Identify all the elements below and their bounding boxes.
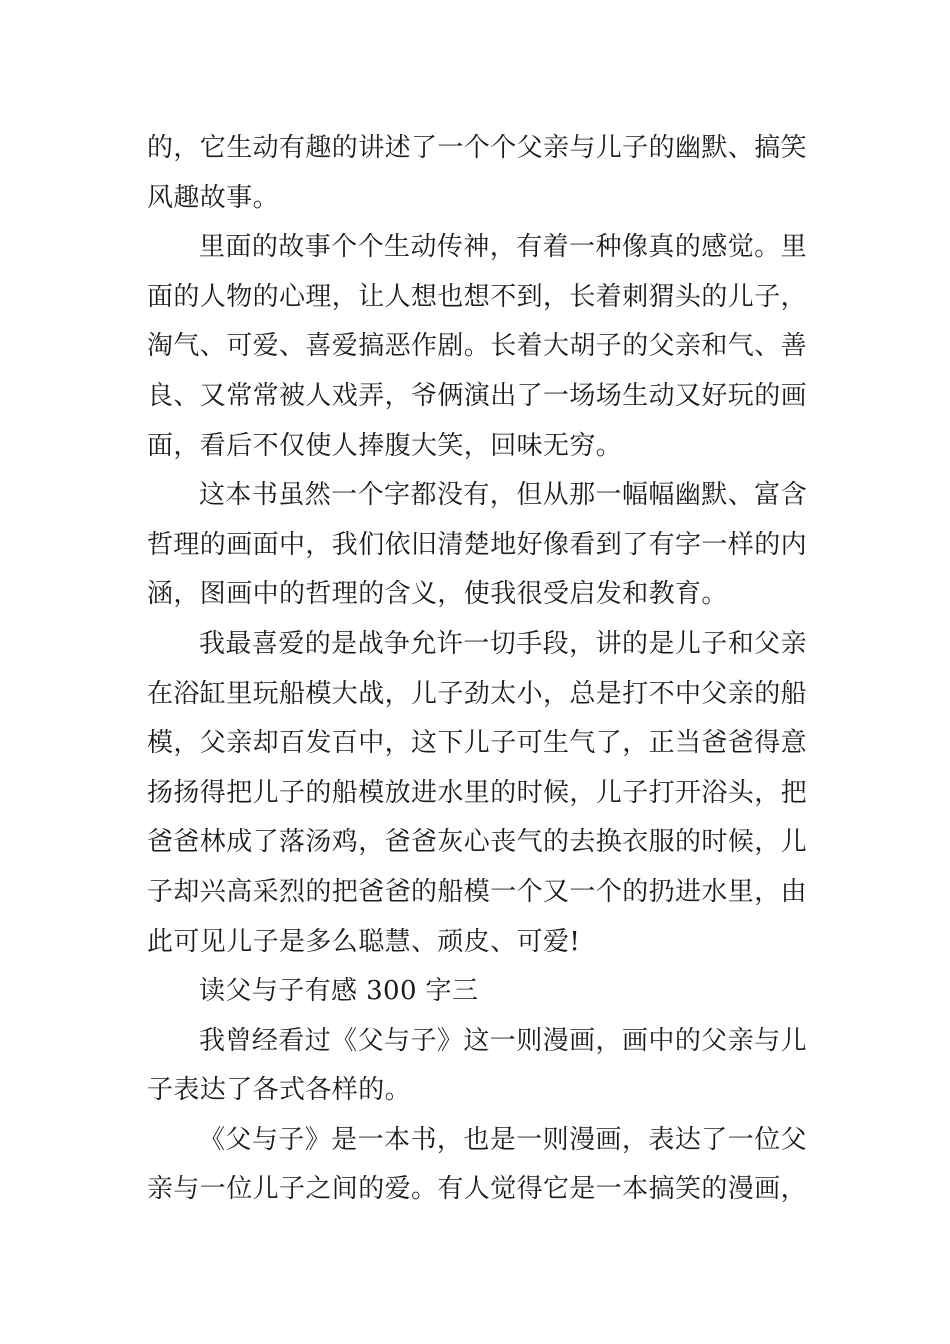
paragraph-2: 里面的故事个个生动传神，有着一种像真的感觉。里面的人物的心理，让人想也想不到，长着刺猬头的儿子，淘气、可爱、喜爱搞恶作剧。长着大胡子的父亲和气、善良、又常常被人戏弄，爷俩演出了一场场生动又好玩的画面，看后不仅使人捧腹大笑，回味无穷。 [147, 232, 808, 461]
paragraph-6: 《父与子》是一本书，也是一则漫画，表达了一位父亲与一位儿子之间的爱。有人觉得它是一本搞笑的漫画， [147, 1124, 808, 1205]
paragraph-3: 这本书虽然一个字都没有，但从那一幅幅幽默、富含哲理的画面中，我们依旧清楚地好像看到了有字一样的内涵，图画中的哲理的含义，使我很受启发和教育。 [147, 480, 808, 610]
paragraph-4: 我最喜爱的是战争允许一切手段，讲的是儿子和父亲在浴缸里玩船模大战，儿子劲太小，总是打不中父亲的船模，父亲却百发百中，这下儿子可生气了，正当爸爸得意扬扬得把儿子的船模放进水里的时候，儿子打开浴头，把爸爸林成了落汤鸡，爸爸灰心丧气的去换衣服的时候，儿子却兴高采烈的把爸爸的船模一个又一个的扔进水里，由此可见儿子是多么聪慧、顽皮、可爱! [147, 628, 808, 957]
document-body [147, 124, 807, 1215]
paragraph-5: 我曾经看过《父与子》这一则漫画，画中的父亲与儿子表达了各式各样的。 [147, 1025, 807, 1106]
section-heading: 读父与子有感 300 字三 [199, 976, 479, 1007]
paragraph-1: 的，它生动有趣的讲述了一个个父亲与儿子的幽默、搞笑风趣故事。 [147, 133, 808, 213]
